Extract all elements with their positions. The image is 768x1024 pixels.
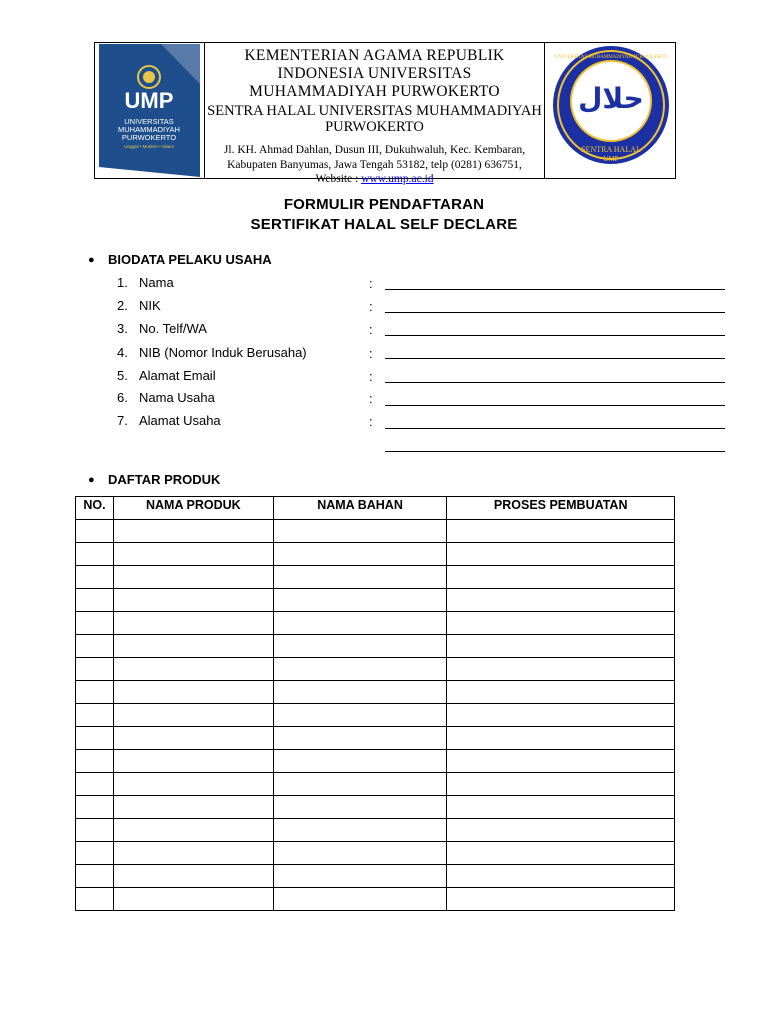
table-cell[interactable] xyxy=(273,635,447,658)
table-cell[interactable] xyxy=(113,658,273,681)
halal-arabic-text: حلال xyxy=(578,82,644,115)
website-label: Website : xyxy=(315,173,362,185)
table-cell[interactable] xyxy=(76,658,114,681)
table-cell[interactable] xyxy=(76,842,114,865)
nama-input-line[interactable] xyxy=(385,289,725,290)
table-row xyxy=(76,635,675,658)
field-colon: : xyxy=(369,414,373,429)
table-row xyxy=(76,865,675,888)
table-cell[interactable] xyxy=(113,520,273,543)
field-label: NIK xyxy=(139,298,161,313)
field-label: NIB (Nomor Induk Berusaha) xyxy=(139,345,307,360)
table-row xyxy=(76,566,675,589)
table-cell[interactable] xyxy=(447,543,675,566)
nik-input-line[interactable] xyxy=(385,312,725,313)
field-colon: : xyxy=(369,322,373,337)
email-input-line[interactable] xyxy=(385,382,725,383)
table-cell[interactable] xyxy=(447,796,675,819)
table-cell[interactable] xyxy=(273,773,447,796)
table-cell[interactable] xyxy=(447,888,675,911)
field-label: Nama xyxy=(139,275,174,290)
field-label: Alamat Usaha xyxy=(139,413,221,428)
field-colon: : xyxy=(369,369,373,384)
center-line-2: PURWOKERTO xyxy=(325,119,424,135)
table-cell[interactable] xyxy=(76,543,114,566)
letterhead-text xyxy=(205,43,545,185)
field-label: Alamat Email xyxy=(139,368,216,383)
field-nib: 4. NIB (Nomor Induk Berusaha) xyxy=(117,345,307,360)
table-cell[interactable] xyxy=(113,543,273,566)
table-cell[interactable] xyxy=(76,819,114,842)
field-nama-usaha: 6. Nama Usaha xyxy=(117,390,215,405)
table-cell[interactable] xyxy=(273,612,447,635)
table-cell[interactable] xyxy=(76,888,114,911)
field-nik: 2. NIK xyxy=(117,298,161,313)
product-table xyxy=(75,496,675,911)
table-cell[interactable] xyxy=(76,796,114,819)
field-label: No. Telf/WA xyxy=(139,321,207,336)
table-cell[interactable] xyxy=(113,819,273,842)
address-line-2: Kabupaten Banyumas, Jawa Tengah 53182, telp (0281) 636751, xyxy=(227,159,522,171)
bullet-icon: ● xyxy=(88,254,95,266)
center-line-1: SENTRA HALAL UNIVERSITAS MUHAMMADIYAH xyxy=(207,103,542,119)
table-cell[interactable] xyxy=(273,750,447,773)
table-row xyxy=(76,750,675,773)
table-cell[interactable] xyxy=(76,704,114,727)
table-cell[interactable] xyxy=(273,819,447,842)
table-cell[interactable] xyxy=(447,520,675,543)
table-row xyxy=(76,658,675,681)
table-cell[interactable] xyxy=(447,842,675,865)
table-cell[interactable] xyxy=(273,658,447,681)
table-header-row xyxy=(76,497,675,520)
table-cell[interactable] xyxy=(113,612,273,635)
ministry-line-2: INDONESIA UNIVERSITAS xyxy=(277,65,472,82)
field-label: Nama Usaha xyxy=(139,390,215,405)
ministry-line-1: KEMENTERIAN AGAMA REPUBLIK xyxy=(244,47,505,64)
field-alamat-usaha: 7. Alamat Usaha xyxy=(117,413,221,428)
table-row xyxy=(76,520,675,543)
table-row xyxy=(76,773,675,796)
table-row xyxy=(76,704,675,727)
table-row xyxy=(76,888,675,911)
table-cell[interactable] xyxy=(273,566,447,589)
table-cell[interactable] xyxy=(76,727,114,750)
table-cell[interactable] xyxy=(113,704,273,727)
table-row xyxy=(76,842,675,865)
section-daftar-produk xyxy=(88,472,220,487)
table-cell[interactable] xyxy=(113,727,273,750)
ump-brand: UMP xyxy=(124,88,174,113)
table-cell[interactable] xyxy=(76,865,114,888)
website-line xyxy=(205,172,544,186)
field-colon: : xyxy=(369,276,373,291)
table-row xyxy=(76,819,675,842)
nib-input-line[interactable] xyxy=(385,358,725,359)
svg-text:UNIVERSITAS MUHAMMADIYAH PURWO: UNIVERSITAS MUHAMMADIYAH PURWOKERTO xyxy=(554,55,668,60)
field-colon: : xyxy=(369,391,373,406)
table-row xyxy=(76,589,675,612)
table-cell[interactable] xyxy=(273,842,447,865)
alamat-usaha-input-line-2[interactable] xyxy=(385,451,725,452)
svg-text:UNIVERSITAS: UNIVERSITAS xyxy=(124,117,174,126)
table-cell[interactable] xyxy=(76,635,114,658)
col-header-nama-bahan: NAMA BAHAN xyxy=(273,497,447,520)
table-cell[interactable] xyxy=(76,520,114,543)
svg-text:MUHAMMADIYAH: MUHAMMADIYAH xyxy=(118,125,180,134)
table-row xyxy=(76,543,675,566)
table-row xyxy=(76,681,675,704)
table-cell[interactable] xyxy=(76,589,114,612)
table-cell[interactable] xyxy=(447,566,675,589)
col-header-no: NO. xyxy=(76,497,114,520)
section-biodata xyxy=(88,252,272,267)
table-cell[interactable] xyxy=(273,888,447,911)
bullet-icon: ● xyxy=(88,474,95,486)
table-cell[interactable] xyxy=(447,704,675,727)
ump-logo-cell xyxy=(95,43,205,178)
table-cell[interactable] xyxy=(273,727,447,750)
field-email: 5. Alamat Email xyxy=(117,368,216,383)
table-cell[interactable] xyxy=(113,566,273,589)
address-line-1: Jl. KH. Ahmad Dahlan, Dusun III, Dukuhwaluh, Kec. Kembaran, xyxy=(223,144,526,156)
svg-text:PURWOKERTO: PURWOKERTO xyxy=(121,133,177,142)
product-table-body xyxy=(76,520,675,911)
table-cell[interactable] xyxy=(76,612,114,635)
halal-logo xyxy=(551,44,671,167)
table-cell[interactable] xyxy=(447,589,675,612)
table-cell[interactable] xyxy=(273,681,447,704)
table-cell[interactable] xyxy=(113,865,273,888)
nama-usaha-input-line[interactable] xyxy=(385,405,725,406)
table-cell[interactable] xyxy=(447,865,675,888)
table-row xyxy=(76,796,675,819)
table-cell[interactable] xyxy=(113,842,273,865)
field-nama: 1. Nama xyxy=(117,275,174,290)
form-title-1: FORMULIR PENDAFTARAN xyxy=(283,196,485,213)
table-cell[interactable] xyxy=(273,865,447,888)
table-cell[interactable] xyxy=(113,796,273,819)
form-title-2: SERTIFIKAT HALAL SELF DECLARE xyxy=(250,216,518,233)
section-biodata-label: BIODATA PELAKU USAHA xyxy=(108,252,272,267)
table-cell[interactable] xyxy=(76,750,114,773)
table-cell[interactable] xyxy=(447,727,675,750)
table-cell[interactable] xyxy=(447,635,675,658)
table-cell[interactable] xyxy=(76,566,114,589)
alamat-usaha-input-line[interactable] xyxy=(385,428,725,429)
col-header-proses: PROSES PEMBUATAN xyxy=(447,497,675,520)
table-cell[interactable] xyxy=(447,750,675,773)
letterhead xyxy=(94,42,676,185)
table-cell[interactable] xyxy=(113,589,273,612)
table-cell[interactable] xyxy=(447,773,675,796)
svg-text:Unggul • Modern • Islami: Unggul • Modern • Islami xyxy=(124,144,174,149)
table-cell[interactable] xyxy=(113,773,273,796)
ump-logo xyxy=(99,44,200,177)
table-row xyxy=(76,612,675,635)
table-cell[interactable] xyxy=(273,589,447,612)
field-colon: : xyxy=(369,346,373,361)
table-cell[interactable] xyxy=(273,796,447,819)
table-cell[interactable] xyxy=(113,750,273,773)
table-cell[interactable] xyxy=(447,612,675,635)
table-cell[interactable] xyxy=(113,888,273,911)
website-link[interactable]: www.ump.ac.id xyxy=(361,173,434,185)
table-cell[interactable] xyxy=(273,704,447,727)
table-cell[interactable] xyxy=(447,819,675,842)
col-header-nama-produk: NAMA PRODUK xyxy=(113,497,273,520)
section-produk-label: DAFTAR PRODUK xyxy=(108,472,221,487)
halal-sentra-text: SENTRA HALAL xyxy=(581,145,641,154)
table-cell[interactable] xyxy=(113,635,273,658)
table-cell[interactable] xyxy=(113,681,273,704)
table-cell[interactable] xyxy=(447,681,675,704)
halal-logo-cell xyxy=(545,43,675,178)
telf-input-line[interactable] xyxy=(385,335,725,336)
halal-ump-text: UMP xyxy=(603,155,619,163)
table-cell[interactable] xyxy=(76,773,114,796)
table-row xyxy=(76,727,675,750)
table-cell[interactable] xyxy=(273,543,447,566)
ministry-line-3: MUHAMMADIYAH PURWOKERTO xyxy=(249,83,500,100)
table-cell[interactable] xyxy=(273,520,447,543)
table-cell[interactable] xyxy=(447,658,675,681)
field-telf: 3. No. Telf/WA xyxy=(117,321,207,336)
table-cell[interactable] xyxy=(76,681,114,704)
field-colon: : xyxy=(369,299,373,314)
